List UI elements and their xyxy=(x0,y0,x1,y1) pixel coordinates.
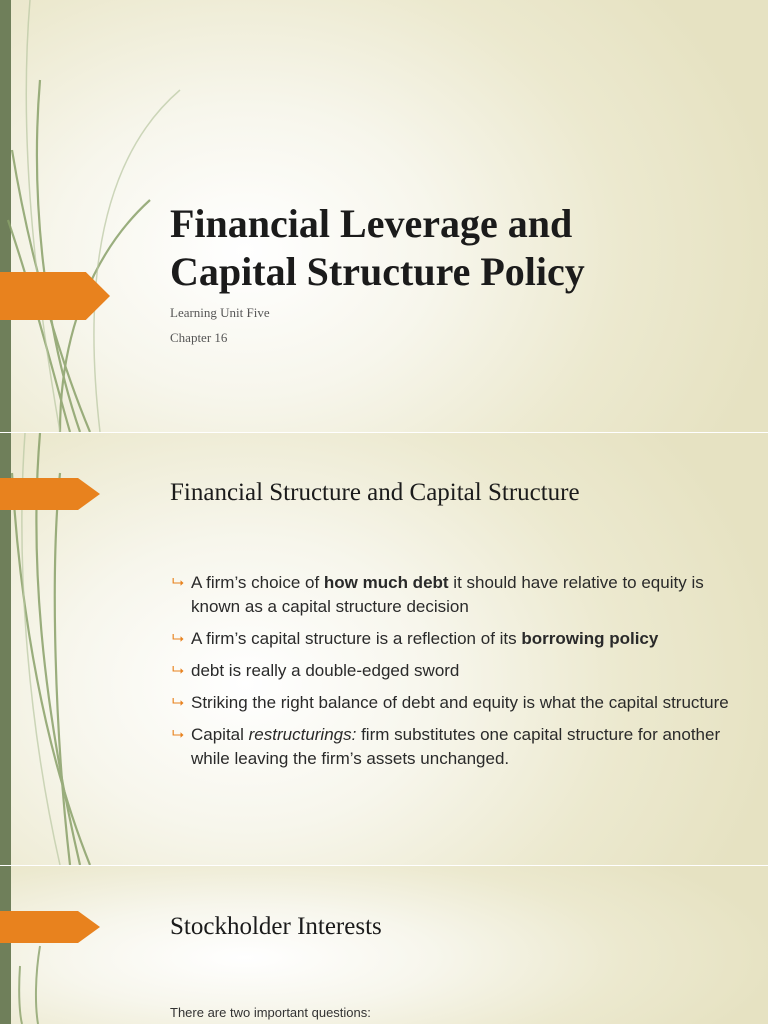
bullet-arrow-icon: ⮡ xyxy=(172,662,185,679)
slide-title xyxy=(0,0,768,432)
bullet-arrow-icon: ⮡ xyxy=(172,726,185,743)
list-item: ⮡ Capital restructurings: firm substitutes one capital structure for another while leaving the firm’s assets unchanged. xyxy=(172,725,721,768)
list-item: ⮡ debt is really a double-edged sword xyxy=(172,659,732,683)
subtitle-learning-unit: Learning Unit Five xyxy=(170,305,270,320)
list-item: ⮡ A firm’s capital structure is a reflection of its borrowing policy xyxy=(172,627,732,651)
body-text: There are two important questions: xyxy=(170,1005,371,1020)
bullet-list xyxy=(172,571,732,779)
bullet-arrow-icon: ⮡ xyxy=(172,694,185,711)
title-line-1: Financial Leverage and xyxy=(170,201,573,246)
list-item: ⮡ A firm’s choice of how much debt it should have relative to equity is known as a capital structure decision xyxy=(172,573,704,616)
slide-title: Stockholder Interests xyxy=(170,913,382,940)
bullet-arrow-icon: ⮡ xyxy=(172,630,185,647)
title-line-2: Capital Structure Policy xyxy=(170,249,585,294)
presentation-title xyxy=(170,200,585,296)
subtitle-chapter: Chapter 16 xyxy=(170,330,228,345)
bullet-arrow-icon: ⮡ xyxy=(172,574,185,591)
slide-financial-structure xyxy=(0,433,768,865)
slide-stockholder-interests xyxy=(0,866,768,1024)
decorative-swirl xyxy=(0,866,200,1024)
list-item: ⮡ Striking the right balance of debt and equity is what the capital structure xyxy=(172,691,732,715)
slide-title: Financial Structure and Capital Structure xyxy=(170,479,580,506)
